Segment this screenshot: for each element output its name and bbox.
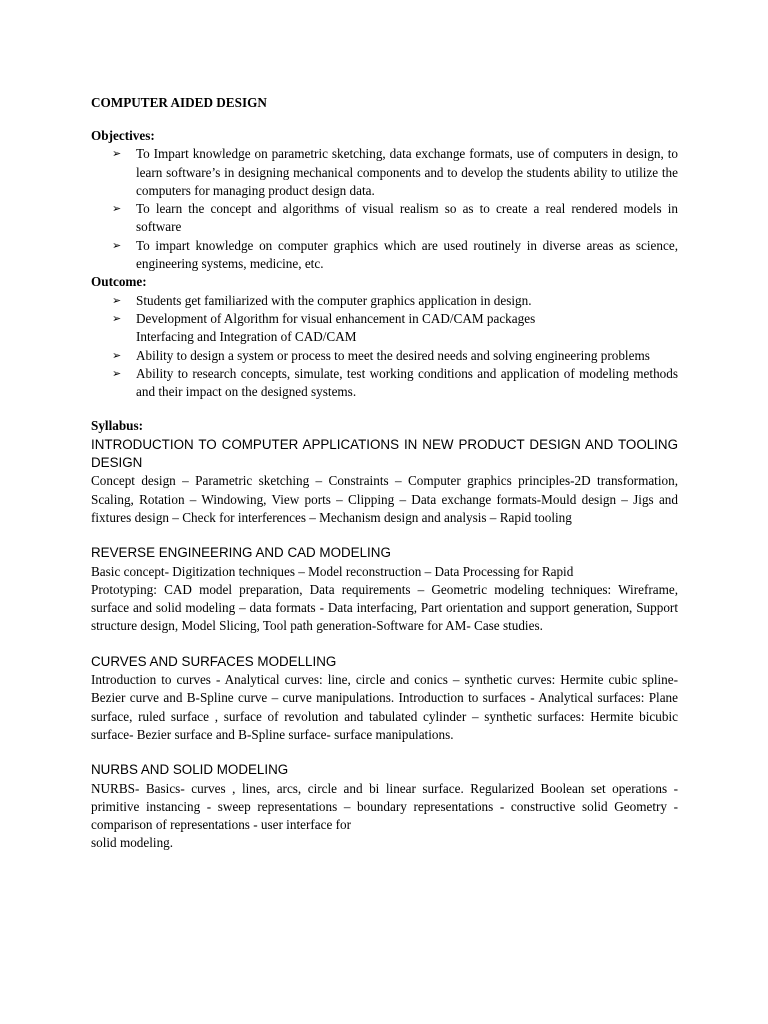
page-title: COMPUTER AIDED DESIGN [91,95,267,110]
section-body: NURBS- Basics- curves , lines, arcs, circle and bi linear surface. Regularized Boolean set operations - primitive instancing - sweep representations – boundary representations - constructive solid Geometry - comparison of representations - user interface for [91,780,678,833]
section-heading: CURVES AND SURFACES MODELLING [91,653,337,669]
syllabus-section-reverse-engineering [91,544,678,635]
section-body: Concept design – Parametric sketching – Constraints – Computer graphics principles-2D transformation, Scaling, Rotation – Windowing, View ports – Clipping – Data exchange formats-Mould design – Jigs and fixtures design – Check for interferences – Mechanism design and analysis – Rapid tooling [91,473,678,525]
arrow-bullet-icon: ➢ [112,293,122,307]
arrow-bullet-icon: ➢ [112,348,122,362]
syllabus-section-curves-surfaces [91,653,678,744]
objectives-label: Objectives: [91,128,155,143]
list-item: ➢ To impart knowledge on computer graphics which are used routinely in diverse areas as science, engineering systems, medicine, etc. [112,237,678,272]
arrow-bullet-icon: ➢ [112,366,122,380]
continuation-line: Interfacing and Integration of CAD/CAM [136,329,357,345]
objectives-list [91,145,678,273]
list-item: ➢ Development of Algorithm for visual enhancement in CAD/CAM packages Interfacing and Integration of CAD/CAM [112,310,536,345]
arrow-bullet-icon: ➢ [112,311,122,325]
syllabus-section-intro [91,436,678,527]
section-body: Prototyping: CAD model preparation, Data requirements – Geometric modeling techniques: Wireframe, surface and solid modeling – data formats - Data interfacing, Part orientation and support generation, Support structure design, Model Slicing, Tool path generation-Software for AM- Case studies. [91,581,678,634]
arrow-bullet-icon: ➢ [112,238,122,252]
section-body: Introduction to curves - Analytical curves: line, circle and conics – synthetic curves: Hermite cubic spline- Bezier curve and B-Spline curve – curve manipulations. Introduction to surfaces - Analytical surfaces: Plane surface, ruled surface , surface of revolution and tabulated cylinder – synthetic surfaces: Hermite bicubic surface- Bezier surface and B-Spline surface- surface manipulations. [91,672,678,742]
arrow-bullet-icon: ➢ [112,202,122,216]
section-body-tail: solid modeling. [91,835,174,851]
arrow-bullet-icon: ➢ [112,147,122,161]
list-item: ➢ Ability to research concepts, simulate, test working conditions and application of modeling methods and their impact on the designed systems. [112,365,678,400]
section-heading: REVERSE ENGINEERING AND CAD MODELING [91,545,391,561]
section-heading: INTRODUCTION TO COMPUTER APPLICATIONS IN NEW PRODUCT DESIGN AND TOOLING DESIGN [91,436,678,471]
list-item: ➢ Ability to design a system or process to meet the desired needs and solving engineering problems [136,347,678,365]
outcome-list [91,292,678,402]
list-item: ➢ To Impart knowledge on parametric sketching, data exchange formats, use of computers in design, to learn software’s in designing mechanical components and to develop the students ability to utilize the computers for managing product design data. [112,146,678,198]
list-item: ➢ To learn the concept and algorithms of visual realism so as to create a real rendered models in software [112,201,678,235]
outcome-label: Outcome: [91,274,147,290]
syllabus-label: Syllabus: [91,418,144,434]
section-heading: NURBS AND SOLID MODELING [91,762,289,778]
syllabus-section-nurbs-solid [91,761,678,852]
section-body-first-line: Basic concept- Digitization techniques – Model reconstruction – Data Processing for Rapid [91,563,574,579]
list-item: ➢ Students get familiarized with the computer graphics application in design. [136,292,678,310]
